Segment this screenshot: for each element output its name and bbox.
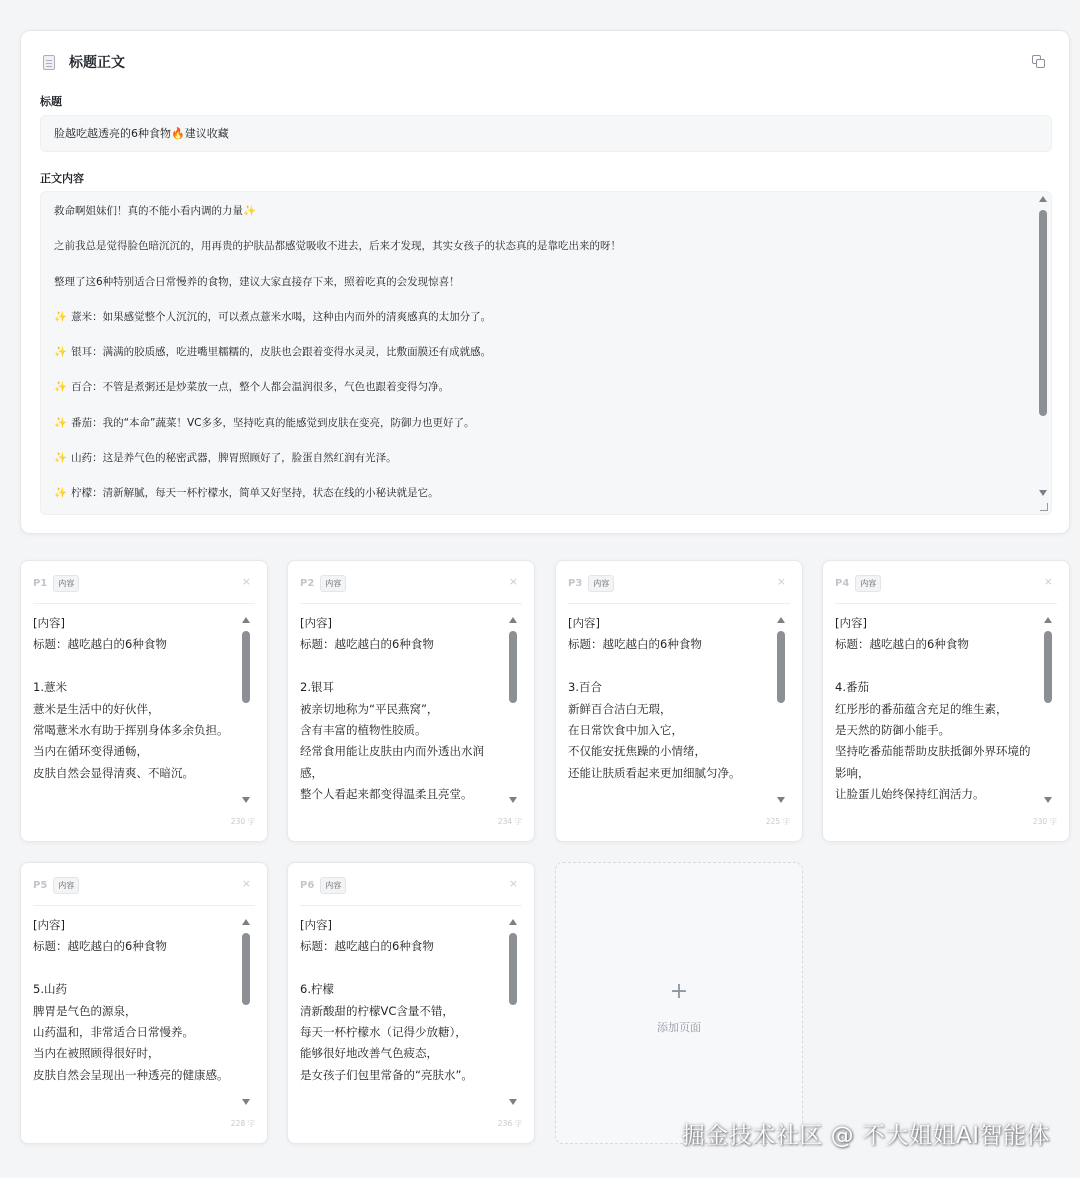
page-line: 不仅能安抚焦躁的小情绪， <box>568 744 706 759</box>
sparkle-icon: ✨ <box>54 381 68 394</box>
page-line: 2.银耳 <box>300 680 334 695</box>
scroll-up-icon[interactable] <box>1039 196 1047 202</box>
title-input[interactable]: 脸越吃越透亮的6种食物🔥建议收藏 <box>40 115 1052 152</box>
title-body-card <box>20 30 1070 534</box>
page-card-header <box>33 875 255 895</box>
divider <box>33 603 255 604</box>
char-count: 225 字 <box>765 817 790 826</box>
page-line: 含有丰富的植物性胶质。 <box>300 723 427 738</box>
content-label: 正文内容 <box>40 172 84 185</box>
content-text <box>54 204 1021 515</box>
page-line: 红彤彤的番茄蕴含充足的维生素， <box>835 701 1008 716</box>
content-line-text: 救命啊姐妹们！真的不能小看内调的力量✨ <box>54 205 257 217</box>
page-card[interactable] <box>287 862 535 1144</box>
page-line <box>33 958 233 979</box>
scroll-up-icon[interactable] <box>242 617 250 623</box>
content-line-text: 番茄：我的“本命”蔬菜！VC多多，坚持吃真的能感觉到皮肤在变亮，防御力也更好了。 <box>71 416 475 429</box>
content-line-text: 整理了这6种特别适合日常慢养的食物，建议大家直接存下来，照着吃真的会发现惊喜！ <box>54 275 460 288</box>
scroll-up-icon[interactable] <box>1044 617 1052 623</box>
page-line: [内容] <box>568 616 600 630</box>
content-line-text: 之前我总是觉得脸色暗沉沉的，用再贵的护肤品都感觉吸收不进去，后来才发现，其实女孩子的状态真的是靠吃出来的呀！ <box>54 240 621 253</box>
scroll-down-icon[interactable] <box>509 1099 517 1105</box>
sparkle-icon: ✨ <box>54 452 68 465</box>
page-line: 薏米是生活中的好伙伴， <box>33 701 160 716</box>
copy-icon[interactable] <box>1032 55 1045 68</box>
page-line <box>300 958 500 979</box>
page-type-badge: 内容 <box>320 575 346 592</box>
char-count: 230 字 <box>1032 817 1057 826</box>
scroll-thumb[interactable] <box>1039 210 1047 416</box>
page-line: 标题：越吃越白的6种食物 <box>835 637 969 652</box>
page-type-badge: 内容 <box>320 877 346 894</box>
add-page-label: 添加页面 <box>657 1021 701 1034</box>
scroll-thumb[interactable] <box>242 631 250 703</box>
page-line: 标题：越吃越白的6种食物 <box>300 939 434 954</box>
page-line: 皮肤自然会呈现出一种透亮的健康感。 <box>33 1067 229 1082</box>
page-line: 新鲜百合洁白无瑕， <box>568 701 672 716</box>
divider <box>300 905 522 906</box>
page-number: P5 <box>33 879 48 891</box>
page-card[interactable] <box>20 560 268 842</box>
page-line: 还能让肤质看起来更加细腻匀净。 <box>568 765 741 780</box>
page-line <box>300 656 500 677</box>
page-card-header <box>300 875 522 895</box>
close-icon[interactable]: × <box>776 575 786 588</box>
page-line: 皮肤自然会显得清爽、不暗沉。 <box>33 765 194 780</box>
scroll-up-icon[interactable] <box>509 617 517 623</box>
watermark: 掘金技术社区 @ 不大姐姐AI智能体 <box>681 1123 1050 1149</box>
page-number: P2 <box>300 577 315 589</box>
scroll-up-icon[interactable] <box>509 919 517 925</box>
page-line <box>835 656 1035 677</box>
scroll-down-icon[interactable] <box>1039 490 1047 496</box>
content-line <box>54 239 1021 274</box>
content-line <box>54 380 1021 415</box>
title-label: 标题 <box>40 95 62 108</box>
scroll-down-icon[interactable] <box>1044 797 1052 803</box>
page-scrollbar[interactable] <box>1043 617 1053 803</box>
content-textarea[interactable] <box>40 191 1052 515</box>
page-content[interactable] <box>300 613 500 806</box>
sparkle-icon: ✨ <box>54 310 68 323</box>
close-icon[interactable]: × <box>241 575 251 588</box>
page-line: 5.山药 <box>33 982 67 997</box>
scroll-down-icon[interactable] <box>242 1099 250 1105</box>
scroll-thumb[interactable] <box>509 631 517 703</box>
page-number: P6 <box>300 879 315 891</box>
content-line-text: 百合：不管是煮粥还是炒菜放一点，整个人都会温润很多，气色也跟着变得匀净。 <box>71 381 450 394</box>
page-type-badge: 内容 <box>855 575 881 592</box>
page-line: 1.薏米 <box>33 680 67 695</box>
page-number: P3 <box>568 577 583 589</box>
page-card-header <box>300 573 522 593</box>
page-card[interactable] <box>20 862 268 1144</box>
content-line <box>54 451 1021 486</box>
page-card-header <box>568 573 790 593</box>
page-number: P4 <box>835 577 850 589</box>
page-content[interactable] <box>300 915 500 1086</box>
page-line: 脾胃是气色的源泉， <box>33 1003 137 1018</box>
page-card[interactable] <box>287 560 535 842</box>
content-line <box>54 416 1021 451</box>
content-line-text: 薏米：如果感觉整个人沉沉的，可以煮点薏米水喝，这种由内而外的清爽感真的太加分了。 <box>71 310 492 323</box>
page-scrollbar[interactable] <box>241 617 251 803</box>
divider <box>300 603 522 604</box>
page-line: 在日常饮食中加入它， <box>568 723 683 738</box>
page-line: 标题：越吃越白的6种食物 <box>33 637 167 652</box>
page-card-header <box>33 573 255 593</box>
card-header <box>43 51 125 73</box>
page-line: 是女孩子们包里常备的“亮肤水”。 <box>300 1067 473 1082</box>
close-icon[interactable]: × <box>241 877 251 890</box>
char-count: 228 字 <box>230 1119 255 1128</box>
content-line <box>54 310 1021 345</box>
page-card[interactable] <box>822 560 1070 842</box>
page-line: 标题：越吃越白的6种食物 <box>33 939 167 954</box>
page-type-badge: 内容 <box>53 575 79 592</box>
page-line: 6.柠檬 <box>300 982 334 997</box>
card-title: 标题正文 <box>69 55 125 71</box>
page-line: 标题：越吃越白的6种食物 <box>568 637 702 652</box>
content-line <box>54 204 1021 239</box>
page-line: 被亲切地称为“平民燕窝”， <box>300 701 439 716</box>
content-line-text: 山药：这是养气色的秘密武器，脾胃照顾好了，脸蛋自然红润有光泽。 <box>71 452 397 465</box>
page-line: 清新酸甜的柠檬VC含量不错， <box>300 1003 454 1018</box>
page-line: [内容] <box>33 918 65 932</box>
page-scrollbar[interactable] <box>508 919 518 1105</box>
page-scrollbar[interactable] <box>241 919 251 1105</box>
sparkle-icon: ✨ <box>54 487 68 500</box>
page-content[interactable] <box>568 613 768 784</box>
page-scrollbar[interactable] <box>776 617 786 803</box>
char-count: 236 字 <box>497 1119 522 1128</box>
page-type-badge: 内容 <box>588 575 614 592</box>
add-page-button[interactable] <box>555 862 803 1144</box>
content-line <box>54 486 1021 515</box>
page-line: 3.百合 <box>568 680 602 695</box>
page-scrollbar[interactable] <box>508 617 518 803</box>
page-content[interactable] <box>835 613 1035 806</box>
close-icon[interactable]: × <box>508 575 518 588</box>
page-line <box>568 656 768 677</box>
page-line: 当内在被照顾得很好时， <box>33 1046 160 1061</box>
scroll-down-icon[interactable] <box>509 797 517 803</box>
content-line-text: 银耳：满满的胶质感，吃进嘴里糯糯的，皮肤也会跟着变得水灵灵，比敷面膜还有成就感。 <box>71 346 492 359</box>
char-count: 230 字 <box>230 817 255 826</box>
close-icon[interactable]: × <box>508 877 518 890</box>
close-icon[interactable]: × <box>1043 575 1053 588</box>
page-line: 经常食用能让皮肤由内而外透出水润感， <box>300 744 484 780</box>
page-type-badge: 内容 <box>53 877 79 894</box>
content-line <box>54 345 1021 380</box>
page-line: [内容] <box>300 918 332 932</box>
page-number: P1 <box>33 577 48 589</box>
page-line <box>33 656 233 677</box>
scroll-thumb[interactable] <box>1044 631 1052 703</box>
page-line: 当内在循环变得通畅， <box>33 744 148 759</box>
divider <box>33 905 255 906</box>
scroll-thumb[interactable] <box>777 631 785 703</box>
char-count: 234 字 <box>497 817 522 826</box>
page-line: 是天然的防御小能手。 <box>835 723 950 738</box>
page-line: [内容] <box>835 616 867 630</box>
resize-handle-icon[interactable] <box>1040 503 1048 511</box>
page-card-header <box>835 573 1057 593</box>
divider <box>835 603 1057 604</box>
content-line <box>54 275 1021 310</box>
plus-icon: + <box>669 979 689 1004</box>
scroll-thumb[interactable] <box>509 933 517 1005</box>
page-content[interactable] <box>33 613 233 784</box>
page-line: 整个人看起来都变得温柔且亮堂。 <box>300 787 473 802</box>
content-scrollbar[interactable] <box>1038 196 1048 496</box>
sparkle-icon: ✨ <box>54 346 68 359</box>
scroll-up-icon[interactable] <box>777 617 785 623</box>
scroll-down-icon[interactable] <box>242 797 250 803</box>
scroll-down-icon[interactable] <box>777 797 785 803</box>
content-line-text: 柠檬：清新解腻，每天一杯柠檬水，简单又好坚持，状态在线的小秘诀就是它。 <box>71 487 439 500</box>
page-line: [内容] <box>300 616 332 630</box>
page-line: 每天一杯柠檬水（记得少放糖）， <box>300 1025 467 1040</box>
page-line: 坚持吃番茄能帮助皮肤抵御外界环境的影响， <box>835 744 1031 780</box>
page-content[interactable] <box>33 915 233 1086</box>
page-line: 让脸蛋儿始终保持红润活力。 <box>835 787 985 802</box>
divider <box>568 603 790 604</box>
scroll-thumb[interactable] <box>242 933 250 1005</box>
page-line: 常喝薏米水有助于挥别身体多余负担。 <box>33 723 229 738</box>
page-line: 标题：越吃越白的6种食物 <box>300 637 434 652</box>
page-line: 能够很好地改善气色疲态， <box>300 1046 438 1061</box>
page-line: 4.番茄 <box>835 680 869 695</box>
document-icon <box>43 55 55 70</box>
page-line: [内容] <box>33 616 65 630</box>
page-card[interactable] <box>555 560 803 842</box>
page-line: 山药温和，非常适合日常慢养。 <box>33 1025 194 1040</box>
sparkle-icon: ✨ <box>54 416 68 429</box>
scroll-up-icon[interactable] <box>242 919 250 925</box>
